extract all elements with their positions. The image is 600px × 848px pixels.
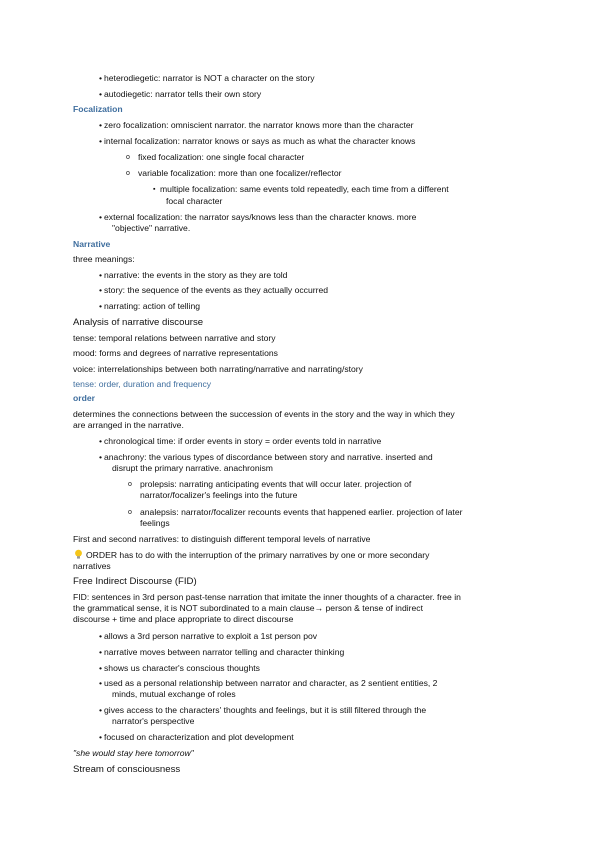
paragraph: three meanings:: [73, 254, 135, 264]
list-item-continuation: feelings: [140, 518, 170, 528]
list-item-continuation: narrator's perspective: [112, 716, 195, 726]
quote: "she would stay here tomorrow": [73, 748, 194, 758]
section-subheading: tense: order, duration and frequency: [73, 379, 212, 389]
section-heading: Narrative: [73, 239, 111, 249]
section-heading: order: [73, 393, 95, 403]
paragraph: determines the connections between the succession of events in the story and the way in which they: [73, 409, 455, 419]
list-item: • narrative: the events in the story as they are told: [104, 270, 287, 281]
list-item: • heterodiegetic: narrator is NOT a character on the story: [104, 73, 315, 84]
list-item: o fixed focalization: one single focal character: [138, 152, 304, 163]
section-heading: Focalization: [73, 104, 123, 114]
paragraph: the grammatical sense, it is NOT subordinated to a main clause→ person & tense of indirect: [73, 603, 423, 613]
lightbulb-icon: [73, 549, 84, 560]
paragraph: are arranged in the narrative.: [73, 420, 184, 430]
list-item-continuation: narrator/focalizer's feelings into the future: [140, 490, 298, 500]
callout: [73, 549, 429, 561]
list-item: • narrative moves between narrator telling and character thinking: [104, 647, 344, 658]
list-item: • used as a personal relationship between narrator and character, as 2 sentient entities, 2: [104, 678, 437, 689]
paragraph: First and second narratives: to distinguish different temporal levels of narrative: [73, 534, 371, 544]
list-item: • zero focalization: omniscient narrator. the narrator knows more than the character: [104, 120, 414, 131]
list-item: • internal focalization: narrator knows or says as much as what the character knows: [104, 136, 415, 147]
list-item: • focused on characterization and plot development: [104, 732, 294, 743]
list-item: ▪ multiple focalization: same events told repeatedly, each time from a different: [160, 184, 449, 195]
subheading: Free Indirect Discourse (FID): [73, 576, 197, 587]
list-item-continuation: "objective" narrative.: [112, 223, 191, 233]
list-item: o analepsis: narrator/focalizer recounts events that happened earlier. projection of later: [140, 507, 462, 518]
paragraph: tense: temporal relations between narrative and story: [73, 333, 276, 343]
subheading: Stream of consciousness: [73, 764, 181, 775]
paragraph: voice: interrelationships between both narrating/narrative and narrating/story: [73, 364, 363, 374]
list-item: o variable focalization: more than one focalizer/reflector: [138, 168, 342, 179]
list-item: • autodiegetic: narrator tells their own story: [104, 89, 261, 100]
callout-text: ORDER has to do with the interruption of the primary narratives by one or more secondary: [86, 550, 430, 560]
paragraph: FID: sentences in 3rd person past-tense narration that imitate the inner thoughts of a character. free in: [73, 592, 461, 602]
subheading: Analysis of narrative discourse: [73, 317, 204, 328]
list-item: • shows us character's conscious thoughts: [104, 663, 260, 674]
list-item: o prolepsis: narrating anticipating events that will occur later. projection of: [140, 479, 411, 490]
list-item-continuation: disrupt the primary narrative. anachronism: [112, 463, 273, 473]
paragraph: discourse + time and place appropriate to direct discourse: [73, 614, 294, 624]
list-item-continuation: focal character: [166, 196, 223, 206]
list-item: • external focalization: the narrator says/knows less than the character knows. more: [104, 212, 416, 223]
list-item: • narrating: action of telling: [104, 301, 200, 312]
list-item: • gives access to the characters' thoughts and feelings, but it is still filtered through the: [104, 705, 426, 716]
list-item: • allows a 3rd person narrative to exploit a 1st person pov: [104, 631, 317, 642]
paragraph: mood: forms and degrees of narrative representations: [73, 348, 278, 358]
list-item: • anachrony: the various types of discordance between story and narrative. inserted and: [104, 452, 433, 463]
list-item-continuation: minds, mutual exchange of roles: [112, 689, 236, 699]
list-item: • chronological time: if order events in story = order events told in narrative: [104, 436, 381, 447]
list-item: • story: the sequence of the events as they actually occurred: [104, 285, 328, 296]
callout-continuation: narratives: [73, 561, 111, 571]
